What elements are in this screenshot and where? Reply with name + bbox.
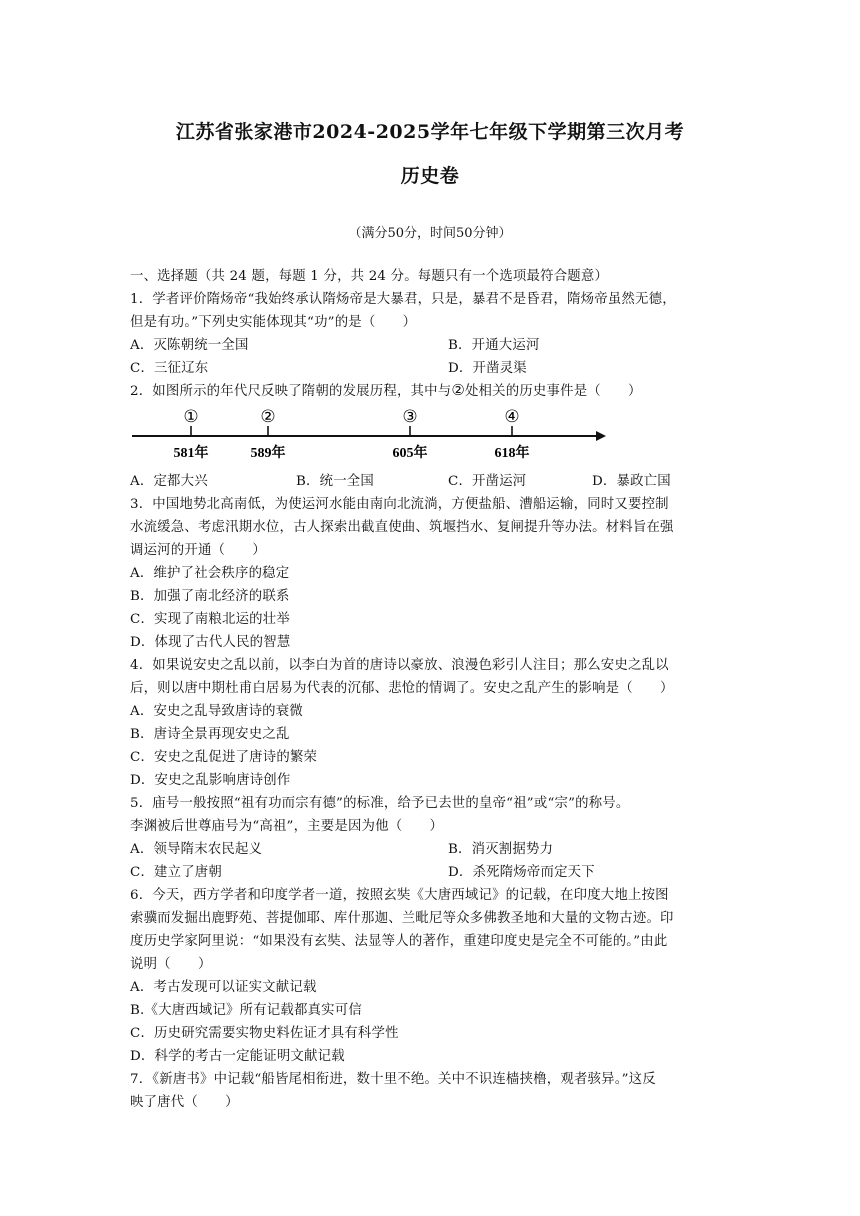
q2-stem-circle: ②: [451, 381, 465, 399]
q2-option-b: B．统一全国: [296, 474, 374, 489]
timeline-year-3: 605年: [392, 446, 428, 461]
q7-stem-line2: 映了唐代（ ）: [130, 1095, 239, 1110]
q4-option-a: A．安史之乱导致唐诗的衰微: [130, 704, 303, 719]
q2-stem-part2: 处相关的历史事件是（ ）: [464, 384, 642, 399]
q3-stem-line3: 调运河的开通（ ）: [130, 543, 266, 558]
timeline-marker-4: ④: [504, 407, 520, 426]
q3-option-c: C．实现了南粮北运的壮举: [130, 612, 290, 627]
q4-stem-line2: 后，则以唐中期杜甫白居易为代表的沉郁、悲怆的情调了。安史之乱产生的影响是（ ）: [130, 681, 674, 696]
score-time-note: （满分50分，时间50分钟）: [348, 226, 512, 241]
q1-option-d: D．开凿灵渠: [448, 361, 527, 376]
timeline-year-1: 581年: [173, 446, 209, 461]
timeline-arrow: [596, 431, 606, 441]
q5-option-a: A．领导隋末农民起义: [130, 842, 263, 857]
q3-stem-line2: 水流缓急、考虑汛期水位，古人探索出截直使曲、筑堰挡水、复闸提升等办法。材料旨在强: [130, 520, 674, 535]
q6-option-b: B.《大唐西域记》所有记载都真实可信: [130, 1003, 362, 1018]
q6-stem-line2: 索骥而发掘出鹿野苑、菩提伽耶、库什那迦、兰毗尼等众多佛教圣地和大量的文物古迹。印: [130, 911, 674, 926]
q1-stem-line2: 但是有功。”下列史实能体现其“功”的是（ ）: [130, 315, 417, 330]
page-title: 江苏省张家港市2024-2025学年七年级下学期第三次月考: [175, 121, 685, 143]
page-subtitle: 历史卷: [400, 165, 460, 187]
q5-option-c: C．建立了唐朝: [130, 865, 222, 880]
section-heading: 一、选择题（共 24 题，每题 1 分，共 24 分。每题只有一个选项最符合题意）: [130, 269, 609, 284]
q1-option-b: B．开通大运河: [448, 338, 540, 353]
q3-option-a: A．维护了社会秩序的稳定: [130, 566, 290, 581]
q2-option-a: A．定都大兴: [130, 474, 208, 489]
q1-stem-line1: 1．学者评价隋炀帝“我始终承认隋炀帝是大暴君，只是，暴君不是昏君，隋炀帝虽然无德，: [130, 292, 676, 307]
q6-stem-line4: 说明（ ）: [130, 957, 212, 972]
q6-stem-line3: 度历史学家阿里说：“如果没有玄奘、法显等人的著作，重建印度史是完全不可能的。”由此: [130, 934, 668, 949]
q2-option-d: D．暴政亡国: [592, 474, 671, 489]
q6-option-d: D．科学的考古一定能证明文献记载: [130, 1049, 345, 1064]
timeline-year-2: 589年: [250, 446, 286, 461]
q6-stem-line1: 6．今天，西方学者和印度学者一道，按照玄奘《大唐西域记》的记载，在印度大地上按图: [130, 888, 669, 903]
q4-option-d: D．安史之乱影响唐诗创作: [130, 773, 291, 788]
q6-option-c: C．历史研究需要实物史料佐证才具有科学性: [130, 1026, 399, 1041]
timeline-marker-3: ③: [402, 407, 418, 426]
q3-stem-line1: 3．中国地势北高南低，为使运河水能由南向北流淌，方便盐船、漕船运输，同时又要控制: [130, 497, 669, 512]
timeline-year-4: 618年: [494, 446, 530, 461]
q5-stem-line1: 5．庙号一般按照“祖有功而宗有德”的标准，给予已去世的皇帝“祖”或“宗”的称号。: [130, 796, 630, 811]
q6-option-a: A．考古发现可以证实文献记载: [130, 980, 317, 995]
timeline-marker-2: ②: [260, 407, 276, 426]
q2-stem: [130, 380, 642, 399]
q7-stem-line1: 7．《新唐书》中记载“船皆尾相衔进，数十里不绝。关中不识连樯挟橹，观者骇异。”这反: [130, 1072, 656, 1087]
q2-option-c: C．开凿运河: [448, 474, 527, 489]
q4-stem-line1: 4．如果说安史之乱以前，以李白为首的唐诗以豪放、浪漫色彩引人注目；那么安史之乱以: [130, 658, 669, 673]
q5-stem-line2: 李渊被后世尊庙号为“高祖”，主要是因为他（ ）: [130, 819, 444, 834]
q2-timeline: [128, 400, 613, 465]
timeline-marker-1: ①: [183, 407, 199, 426]
q1-option-c: C．三征辽东: [130, 361, 209, 376]
q3-option-d: D．体现了古代人民的智慧: [130, 635, 291, 650]
q3-option-b: B．加强了南北经济的联系: [130, 589, 290, 604]
q4-option-c: C．安史之乱促进了唐诗的繁荣: [130, 750, 318, 765]
q1-option-a: A．灭陈朝统一全国: [130, 338, 249, 353]
q5-option-d: D．杀死隋炀帝而定天下: [448, 865, 595, 880]
q4-option-b: B．唐诗全景再现安史之乱: [130, 727, 290, 742]
q2-stem-part1: 2．如图所示的年代尺反映了隋朝的发展历程，其中与: [130, 384, 452, 399]
q5-option-b: B．消灭割据势力: [448, 842, 554, 857]
